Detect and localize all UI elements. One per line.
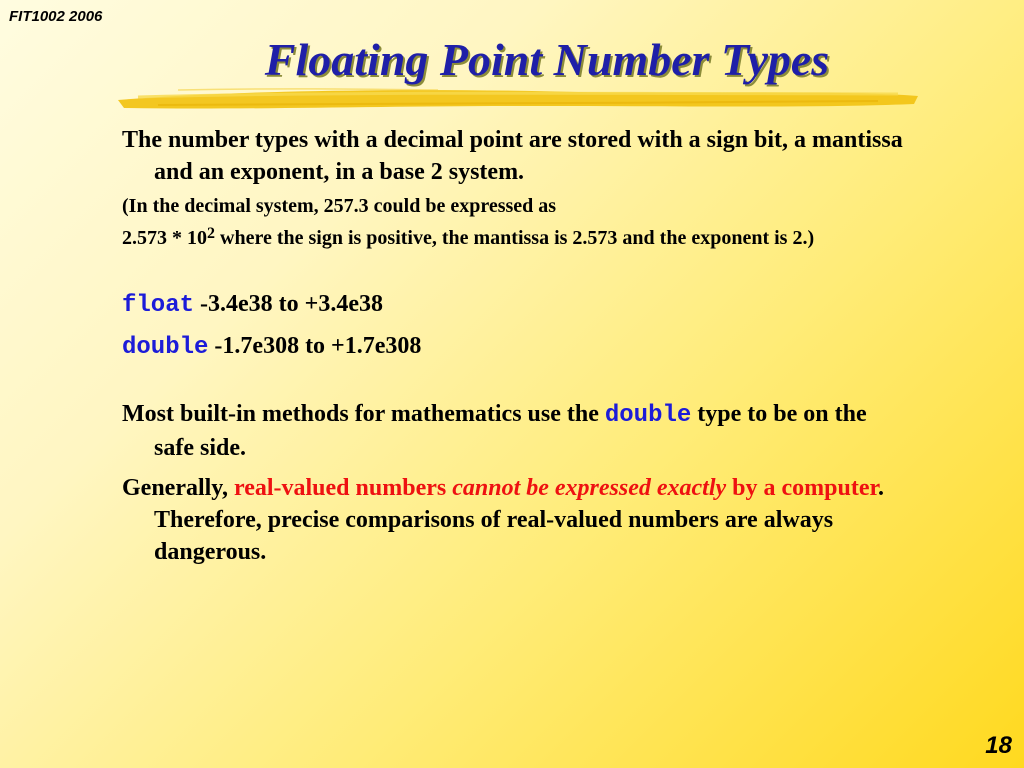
paragraph-decimal-example: [122, 224, 912, 254]
paragraph-math-methods: [122, 398, 912, 464]
float-keyword: float: [122, 292, 195, 319]
title-underline-brushstroke: [118, 84, 918, 112]
precision-warning-red: real-valued numbers: [233, 475, 447, 501]
paragraph-precision-warning: [122, 472, 912, 568]
paragraph-decimal-example-intro: [122, 192, 912, 220]
math-methods-after: type to be on the safe side.: [154, 401, 867, 461]
course-tag: FIT1002 2006: [9, 8, 103, 25]
precision-warning-start: Generally,: [122, 475, 234, 501]
decimal-example-rest: where the sign is positive, the mantissa is 2.573 and the exponent is 2.): [215, 227, 815, 249]
precision-warning-red-2: by a computer: [726, 475, 878, 501]
precision-warning-red-italic: cannot be expressed exactly: [446, 475, 727, 501]
slide-body: [122, 124, 912, 568]
storage-description-text: The number types with a decimal point are stored with a sign bit, a mantissa and an exponent, in a base 2 system.: [122, 127, 903, 185]
math-methods-double-keyword: double: [604, 402, 692, 429]
decimal-example-exponent: 2: [207, 225, 215, 242]
double-range-text: -1.7e308 to +1.7e308: [208, 333, 422, 359]
decimal-example-base: 2.573 * 10: [122, 227, 207, 249]
precision-warning-end: . Therefore, precise comparisons of real-valued numbers are always dangerous.: [154, 475, 884, 565]
spacer: [122, 364, 912, 398]
paragraph-storage-description: [122, 124, 912, 188]
page-number: 18: [985, 732, 1012, 759]
spacer: [122, 254, 912, 288]
float-range-text: -3.4e38 to +3.4e38: [194, 291, 383, 317]
double-keyword: double: [122, 334, 209, 361]
paragraph-double-range: [122, 330, 912, 364]
slide-title: Floating Point Number Types: [264, 34, 830, 85]
decimal-example-intro-text: (In the decimal system, 257.3 could be expressed as: [122, 195, 557, 217]
paragraph-float-range: [122, 288, 912, 322]
math-methods-before: Most built-in methods for mathematics use the: [122, 401, 605, 427]
